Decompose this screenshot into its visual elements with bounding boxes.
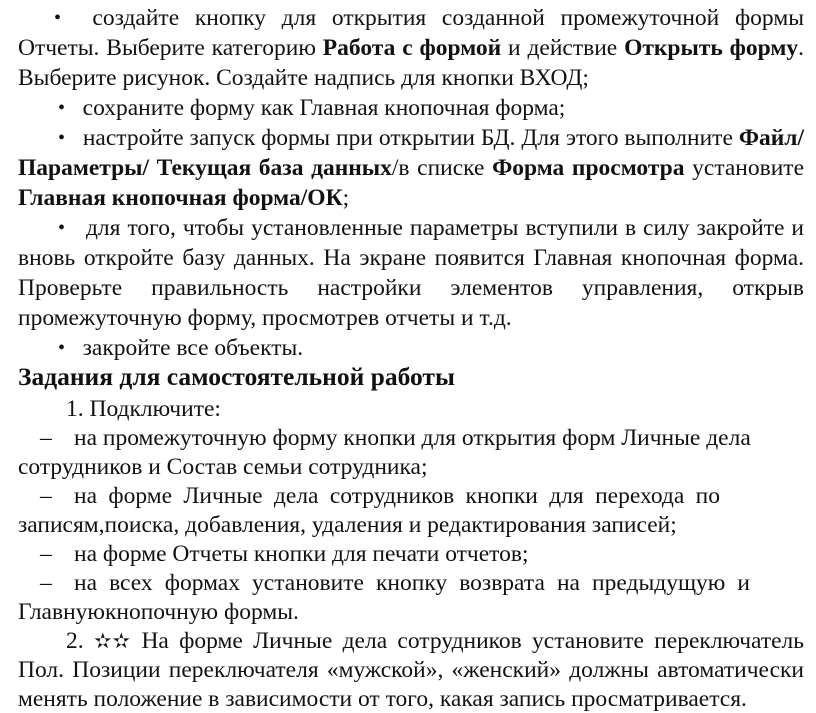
bullet-icon: • — [58, 97, 66, 119]
task-1-dash-item-4-line-1: – на всех формах установите кнопку возврата на предыдущую и — [40, 570, 750, 596]
bullet-item-3-line-3: Главная кнопочная форма/ОК; — [18, 185, 350, 211]
task-1-dash-item-4-line-2: Главнуюкнопочную формы. — [18, 599, 299, 625]
task-1-dash-item-3: – на форме Отчеты кнопки для печати отчетов; — [40, 541, 529, 567]
bullet-icon: • — [58, 337, 66, 359]
bullet-item-1-line-1: • создайте кнопку для открытия созданной промежуточной формы — [54, 5, 804, 31]
task-1-dash-item-1-line-2: сотрудников и Состав семьи сотрудника; — [18, 454, 428, 480]
bullet-item-4-line-2: вновь откройте базу данных. На экране появится Главная кнопочная форма. — [18, 245, 804, 271]
bullet-item-3-line-2: Параметры/ Текущая база данных/в списке Форма просмотра установите — [18, 155, 805, 181]
dash-icon: – — [40, 483, 52, 509]
bullet-item-3-line-1: • настройте запуск формы при открытии БД. Для этого выполните Файл/ — [58, 125, 805, 151]
dash-icon: – — [40, 541, 52, 567]
bullet-item-4-line-1: • для того, чтобы установленные параметры вступили в силу закройте и — [58, 215, 804, 241]
task-1-dash-item-2-line-2: записям,поиска, добавления, удаления и редактирования записей; — [18, 512, 677, 538]
bullet-icon: • — [54, 7, 62, 29]
section-title: Задания для самостоятельной работы — [18, 362, 455, 391]
bullet-item-4-line-4: промежуточную форму, просмотрев отчеты и т.д. — [18, 305, 512, 331]
task-1-dash-item-1-line-1: – на промежуточную форму кнопки для открытия форм Личные дела — [40, 425, 751, 451]
task-1-label: 1. Подключите: — [66, 396, 221, 422]
bullet-icon: • — [58, 217, 66, 239]
task-1-dash-item-2-line-1: – на форме Личные дела сотрудников кнопки для перехода по — [40, 483, 720, 509]
bullet-item-2: • сохраните форму как Главная кнопочная форма; — [58, 95, 566, 121]
bullet-icon: • — [58, 127, 66, 149]
task-2-line-2: Пол. Позиции переключателя «мужской», «женский» должны автоматически — [18, 657, 804, 683]
dash-icon: – — [40, 570, 52, 596]
bullet-item-1-line-2: Отчеты. Выберите категорию Работа с формой и действие Открыть форму. — [18, 35, 805, 61]
bullet-item-1-line-3: Выберите рисунок. Создайте надпись для кнопки ВХОД; — [18, 65, 589, 91]
bullet-item-4-line-3: Проверьте правильность настройки элементов управления, открыв — [18, 275, 804, 301]
bullet-item-5: • закройте все объекты. — [58, 335, 304, 361]
task-2-line-3: менять положение в зависимости от того, какая запись просматривается. — [18, 686, 747, 712]
star-icon: ✫✫ — [93, 629, 132, 653]
task-2-line-1: 2. ✫✫ На форме Личные дела сотрудников установите переключатель — [66, 628, 805, 654]
dash-icon: – — [40, 425, 52, 451]
